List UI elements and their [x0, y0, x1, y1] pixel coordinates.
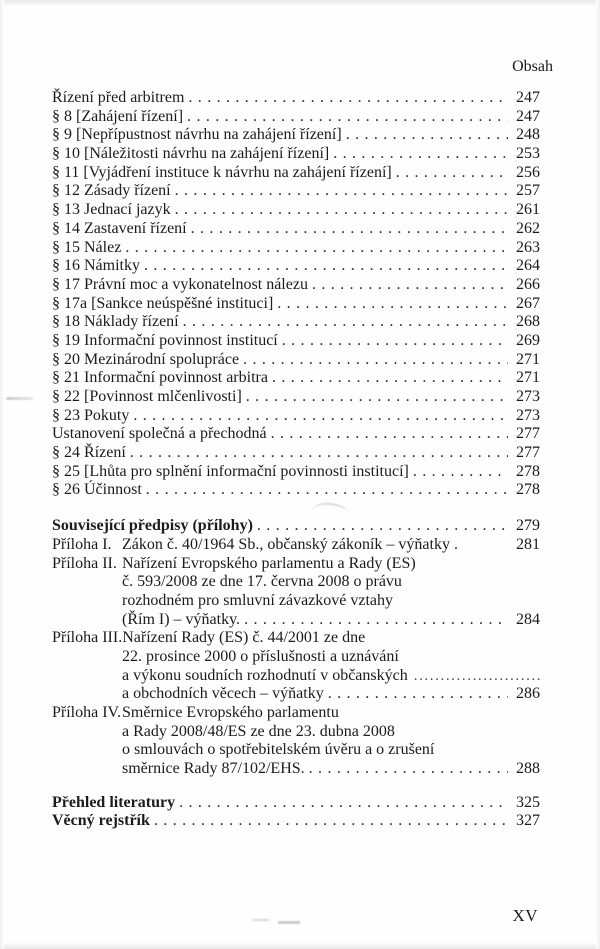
scan-artifact: [278, 921, 300, 924]
toc-entry-title: Ustanovení společná a přechodná: [52, 425, 267, 443]
toc-section-rizeni-pred-arbitrem: [52, 89, 540, 500]
toc-row: [52, 164, 540, 183]
toc-section-zaver: [52, 794, 540, 831]
toc-row: [52, 648, 540, 667]
page-number: 247: [516, 107, 540, 125]
toc-entry-title: § 12 Zásady řízení: [52, 182, 171, 200]
page-number: 269: [516, 331, 540, 349]
toc-row: [52, 257, 540, 276]
toc-row: [52, 145, 540, 164]
toc-row: [52, 517, 540, 536]
toc-row: [52, 201, 540, 220]
dot-leader: [179, 313, 508, 332]
toc-entry-title: § 23 Pokuty: [52, 406, 130, 424]
scan-artifact: [253, 919, 269, 921]
page-number: 266: [516, 275, 540, 293]
toc-entry-title: § 8 [Zahájení řízení]: [52, 107, 184, 125]
page-number: 286: [516, 685, 540, 703]
dot-leader: [184, 89, 508, 108]
toc-row: [52, 611, 540, 630]
dot-leader: [142, 481, 508, 500]
page-number: 261: [516, 201, 540, 219]
toc-row: [52, 313, 540, 332]
toc-row: [52, 463, 540, 482]
dot-leader: [329, 145, 508, 164]
page-number: 273: [516, 406, 540, 424]
dot-leader: [308, 276, 508, 295]
toc-entry-title: a obchodních věcech – výňatky: [122, 685, 324, 703]
toc-entry-title: § 17a [Sankce neúspěšné instituci]: [52, 294, 274, 312]
appendix-label: Příloha III.: [52, 629, 123, 647]
toc-row: [52, 126, 540, 145]
dot-leader: [242, 388, 508, 407]
dot-leader: [239, 351, 508, 370]
toc-entry-title: § 15 Nález: [52, 238, 122, 256]
appendix-label: Příloha II.: [52, 554, 117, 572]
page-number: 264: [516, 257, 540, 275]
toc-entry-title: § 19 Informační povinnost institucí: [52, 331, 278, 349]
toc-entry-title: § 14 Zastavení řízení: [52, 219, 187, 237]
toc-row: [52, 481, 540, 500]
scan-edge-right: [596, 0, 600, 949]
scan-edge-top: [0, 0, 600, 7]
toc-entry-title: rozhodném pro smluvní závazkové vztahy: [122, 591, 394, 609]
toc-row: [52, 685, 540, 704]
dot-leader: [126, 444, 508, 463]
toc-entry-title: § 20 Mezinárodní spolupráce: [52, 350, 240, 368]
page-number: 257: [516, 182, 540, 200]
page-number: 325: [516, 793, 540, 811]
toc-entry-title: a výkonu soudních rozhodnutí v občanských: [122, 666, 408, 684]
toc-row: [52, 794, 540, 813]
page-number: 284: [516, 610, 540, 628]
toc-entry-title: směrnice Rady 87/102/EHS.: [122, 760, 305, 778]
fine-dot-leader: [408, 667, 540, 686]
toc-row: [52, 667, 540, 686]
toc-entry-title: Nařízení Rady (ES) č. 44/2001 ze dne: [122, 629, 366, 647]
dot-leader: [240, 611, 508, 630]
page-number: 253: [516, 145, 540, 163]
page-number: 281: [516, 535, 540, 553]
page-number: 277: [516, 444, 540, 462]
page-number: 288: [516, 760, 540, 778]
toc-entry-title: § 9 [Nepřípustnost návrhu na zahájení řízení]: [52, 126, 342, 144]
dot-leader: [267, 425, 508, 444]
toc-entry-title: Související předpisy (přílohy): [52, 517, 253, 535]
toc-row: [52, 555, 540, 574]
appendix-label: Příloha IV.: [52, 704, 122, 721]
toc-entry-title: § 22 [Povinnost mlčenlivosti]: [52, 388, 242, 405]
toc-entry-title: § 17 Právní moc a vykonatelnost nálezu: [52, 275, 308, 293]
dot-leader: [268, 369, 508, 388]
page-number: 278: [516, 481, 540, 499]
toc-row: [52, 182, 540, 201]
toc-row: [52, 425, 540, 444]
toc-row: [52, 444, 540, 463]
toc-row: [52, 89, 540, 108]
toc-row: [52, 295, 540, 314]
dot-leader: [183, 108, 508, 127]
toc-entry-title: 22. prosince 2000 o příslušnosti a uznávání: [122, 647, 399, 665]
toc-entry-title: Věcný rejstřík: [52, 812, 150, 830]
page-number: 278: [516, 462, 540, 480]
dot-leader: [150, 812, 508, 831]
toc-section-souvisejici-predpisy: [52, 517, 540, 779]
dot-leader: [129, 407, 508, 426]
running-head: Obsah: [512, 58, 553, 75]
toc-entry-title: § 18 Náklady řízení: [52, 313, 179, 331]
toc-row: [52, 629, 540, 648]
page-number: 263: [516, 238, 540, 256]
toc-row: [52, 108, 540, 127]
page-number: 262: [516, 219, 540, 237]
toc-row: [52, 592, 540, 611]
toc-entry-title: § 11 [Vyjádření instituce k návrhu na zahájení řízení]: [52, 163, 392, 181]
scan-edge-left: [0, 0, 4, 949]
appendix-label: Příloha I.: [52, 535, 112, 553]
dot-leader: [278, 332, 508, 351]
toc-entry-title: Zákon č. 40/1964 Sb., občanský zákoník – výňatky .: [122, 535, 458, 553]
toc-row: [52, 723, 540, 742]
toc-row: [52, 704, 540, 723]
toc-entry-title: § 26 Účinnost: [52, 481, 142, 499]
page-number: 267: [516, 294, 540, 312]
dot-leader: [171, 182, 508, 201]
toc-entry-title: a Rady 2008/48/ES ze dne 23. dubna 2008: [122, 722, 395, 740]
dot-leader: [324, 685, 508, 704]
dot-leader: [187, 220, 508, 239]
scan-artifact: [6, 397, 33, 400]
dot-leader: [253, 517, 508, 536]
page-number: 247: [516, 89, 540, 106]
dot-leader: [273, 295, 508, 314]
page-number: 256: [516, 163, 540, 181]
page-number: 327: [516, 812, 540, 830]
dot-leader: [121, 239, 508, 258]
toc-entry-title: § 13 Jednací jazyk: [52, 201, 171, 219]
toc-entry-title: § 16 Námitky: [52, 257, 140, 275]
page-folio: XV: [512, 906, 538, 925]
toc-row: [52, 351, 540, 370]
toc-row: [52, 220, 540, 239]
toc-entry-title: Řízení před arbitrem: [52, 89, 185, 106]
dot-leader: [305, 760, 508, 779]
toc-row: [52, 388, 540, 407]
dot-leader: [175, 794, 508, 813]
dot-leader: [171, 201, 508, 220]
toc-entry-title: Nařízení Evropského parlamentu a Rady (ES): [122, 554, 416, 572]
page-number: 277: [516, 425, 540, 443]
toc-entry-title: (Řím I) – výňatky.: [122, 610, 241, 628]
toc-row: [52, 741, 540, 760]
toc-entry-title: Směrnice Evropského parlamentu: [122, 704, 339, 721]
toc-entry-title: § 21 Informační povinnost arbitra: [52, 369, 268, 387]
page-number: 271: [516, 350, 540, 368]
dot-leader: [342, 126, 508, 145]
page-number: 271: [516, 369, 540, 387]
toc-row: [52, 276, 540, 295]
table-of-contents: [52, 89, 540, 831]
toc-entry-title: Přehled literatury: [52, 793, 176, 811]
toc-row: [52, 332, 540, 351]
page-number: 279: [516, 517, 540, 535]
page-number: 248: [516, 126, 540, 144]
toc-row: [52, 760, 540, 779]
dot-leader: [392, 164, 508, 183]
page-number: 268: [516, 313, 540, 331]
dot-leader: [409, 463, 508, 482]
toc-row: [52, 369, 540, 388]
toc-row: [52, 407, 540, 426]
toc-row: [52, 239, 540, 258]
scan-edge-bottom: [0, 942, 600, 949]
toc-row: [52, 573, 540, 592]
page-number: 273: [516, 388, 540, 405]
toc-entry-title: § 25 [Lhůta pro splnění informační povinnosti institucí]: [52, 462, 409, 480]
dot-leader: [140, 257, 508, 276]
toc-row: [52, 812, 540, 831]
toc-row: [52, 536, 540, 555]
toc-entry-title: č. 593/2008 ze dne 17. června 2008 o právu: [122, 573, 402, 591]
toc-entry-title: § 10 [Náležitosti návrhu na zahájení řízení]: [52, 145, 330, 163]
toc-entry-title: o smlouvách o spotřebitelském úvěru a o zrušení: [122, 741, 435, 759]
toc-entry-title: § 24 Řízení: [52, 444, 126, 462]
